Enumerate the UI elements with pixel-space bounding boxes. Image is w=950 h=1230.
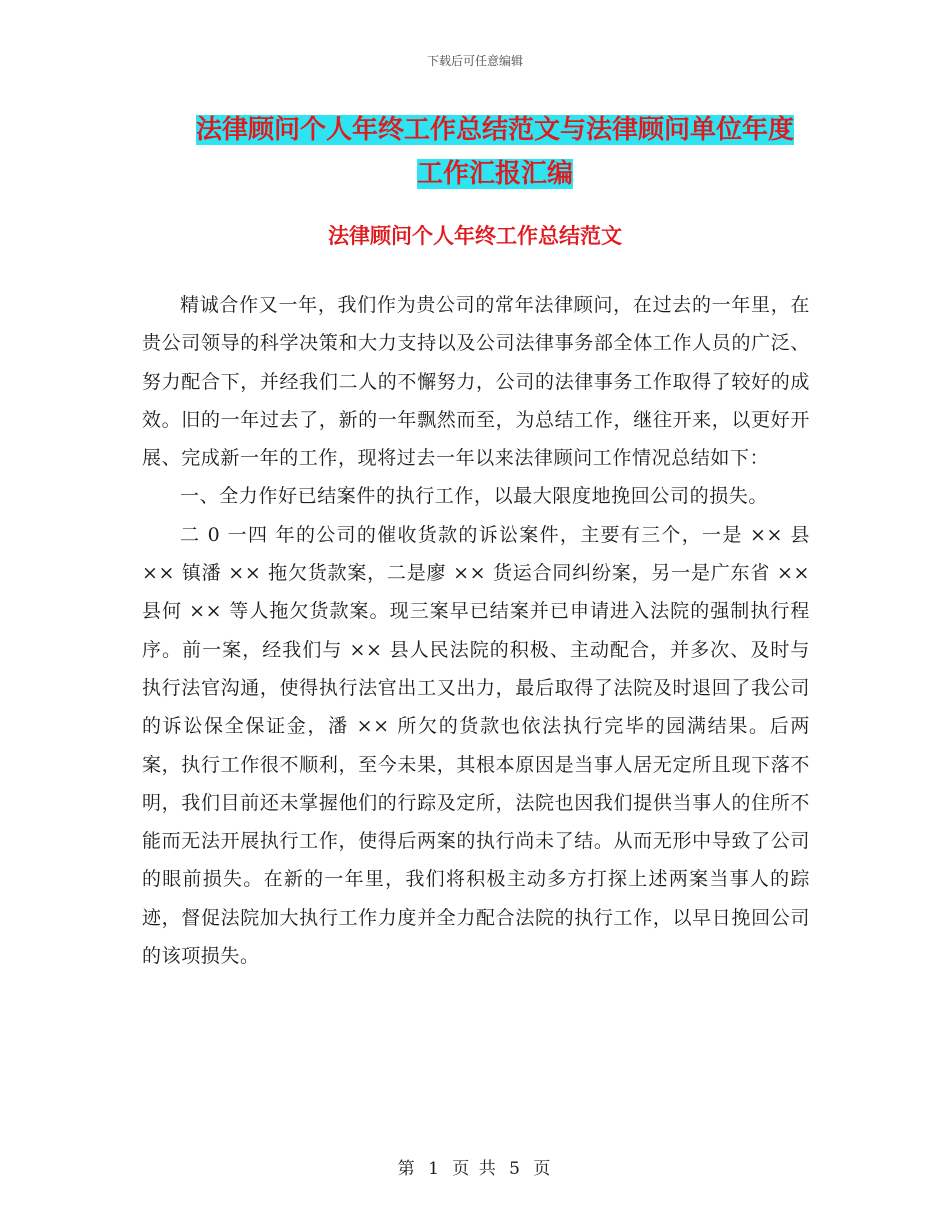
document-title-line-2: 工作汇报汇编 — [416, 159, 573, 189]
paragraph-heading-1: 一、全力作好已结案件的执行工作，以最大限度地挽回公司的损失。 — [180, 485, 769, 508]
document-title — [150, 108, 840, 196]
footer-page-number: 1 — [428, 1159, 441, 1179]
footer-total-pages: 5 — [509, 1159, 522, 1179]
footer-prefix: 第 — [397, 1159, 417, 1179]
document-title-line-1: 法律顾问个人年终工作总结范文与法律顾问单位年度 — [195, 115, 794, 145]
header-note: 下载后可任意编辑 — [426, 54, 523, 68]
document-body — [142, 286, 810, 975]
page-footer — [0, 1154, 950, 1179]
footer-suffix: 页 — [533, 1159, 553, 1179]
paragraph-cases: 二 0 一四 年的公司的催收货款的诉讼案件，主要有三个，一是 ×× 县 ×× 镇潘 ×× 拖欠货款案，二是廖 ×× 货运合同纠纷案，另一是广东省 ×× 县何 ×× 等人拖欠货款案。现三案早已结案并已申请进入法院的强制执行程序。前一案，经我们与 ×× 县人民法院的积极、主动配合，并多次、及时与执行法官沟通，使得执行法官出工又出力，最后取得了法院及时退回了我公司的诉讼保全保证金，潘 ×× 所欠的货款也依法执行完毕的园满结果。后两案，执行工作很不顺利，至今未果，其根本原因是当事人居无定所且现下落不明，我们目前还未掌握他们的行踪及定所，法院也因我们提供当事人的住所不能而无法开展执行工作，使得后两案的执行尚未了结。从而无形中导致了公司的眼前损失。在新的一年里，我们将积极主动多方打探上述两案当事人的踪迹，督促法院加大执行工作力度并全力配合法院的执行工作，以早日挽回公司的该项损失。 — [142, 523, 810, 968]
section-title: 法律顾问个人年终工作总结范文 — [328, 224, 622, 248]
footer-middle: 页 共 — [452, 1159, 498, 1179]
paragraph-intro: 精诚合作又一年，我们作为贵公司的常年法律顾问，在过去的一年里，在贵公司领导的科学决策和大力支持以及公司法律事务部全体工作人员的广泛、努力配合下，并经我们二人的不懈努力，公司的法律事务工作取得了较好的成效。旧的一年过去了，新的一年飘然而至，为总结工作，继往开来，以更好开展、完成新一年的工作，现将过去一年以来法律顾问工作情况总结如下： — [142, 294, 810, 470]
